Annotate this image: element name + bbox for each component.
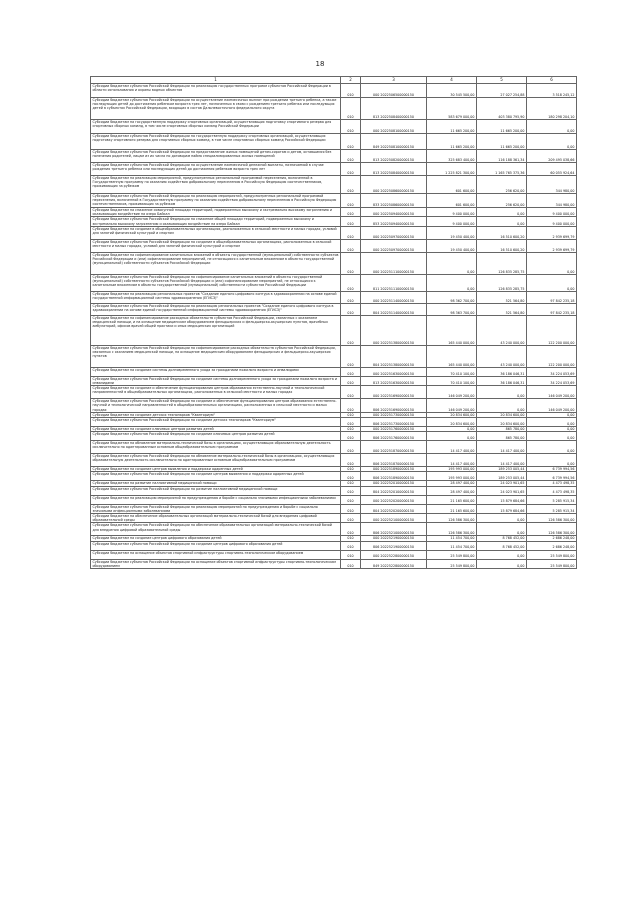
row-executed-amount: 15 879 684,66 [477,504,527,513]
row-budget-code: 000 2022516300000150 [361,367,427,376]
row-budget-code: 813 2022508400000150 [361,163,427,176]
row-budget-code: 806 2022517300000150 [361,418,427,427]
row-executed-amount: 865 780,00 [477,432,527,441]
row-line-code: 010 [341,523,361,536]
row-description: Субсидии бюджетам субъектов Российской Федерации на государственную поддержку спортивных организаций, осуществляющих подготовку спортивного резерва для спортивных сборных команд, в том числе спортивных сборных команд Российской Федерации [91,134,341,150]
row-approved-amount: 25 549 800,00 [427,559,477,568]
row-approved-amount: 11 665 200,00 [427,134,477,150]
row-unexecuted-amount: 122 200 000,00 [527,315,577,345]
row-unexecuted-amount: 5 285 915,34 [527,495,577,504]
row-approved-amount: 11 665 200,00 [427,120,477,134]
header-cell-2: 2 [341,77,361,84]
table-row [91,303,577,315]
row-executed-amount: 14 417 400,00 [477,441,527,454]
row-description: Субсидии бюджетам на создание в общеобразовательных организациях, расположенных в сельской местности и малых городах, условий для занятий физической культурой и спортом [91,226,341,239]
table-row [91,239,577,252]
table-row [91,134,577,150]
table-row [91,252,577,274]
row-executed-amount: 24 023 901,65 [477,481,527,486]
row-executed-amount: 521 564,80 [477,303,527,315]
row-description: Субсидии бюджетам субъектов Российской Федерации на осуществление ежемесячной денежной выплаты, назначаемой в случае рождения третьего ребенка или последующих детей до достижения ребенком возраста трех лет [91,163,341,176]
row-budget-code: 000 2022509700000150 [361,239,427,252]
row-line-code: 010 [341,134,361,150]
row-approved-amount: 601 600,00 [427,176,477,194]
row-budget-code: 804 2022520200000150 [361,504,427,513]
budget-table [90,76,577,569]
table-row [91,472,577,481]
table-row [91,441,577,454]
row-budget-code: 000 2022509700000150 [361,226,427,239]
row-budget-code: 000 2022509400000150 [361,208,427,217]
row-line-code: 010 [341,386,361,399]
row-unexecuted-amount: 4 473 498,35 [527,481,577,486]
row-approved-amount: 165 440 000,00 [427,345,477,367]
row-description: Субсидии бюджетам на обеспечение образовательных организаций материально-технической базой для внедрения цифровой образовательной среды [91,514,341,523]
row-budget-code: 813 2022508400000150 [361,98,427,120]
table-body [91,77,577,569]
row-line-code: 010 [341,84,361,98]
table-header-row [91,77,577,84]
row-description: Субсидии бюджетам субъектов Российской Федерации на реализацию мероприятий по предупреждению и борьбе с социально значимыми инфекционными заболеваниями [91,504,341,513]
row-approved-amount: 9 400 000,00 [427,217,477,226]
row-line-code: 010 [341,418,361,427]
row-budget-code: 806 2022516900000150 [361,399,427,413]
table-row [91,291,577,303]
row-executed-amount: 403 380 795,90 [477,98,527,120]
row-line-code: 010 [341,536,361,541]
row-description: Субсидии бюджетам на государственную поддержку спортивных организаций, осуществляющих подготовку спортивного резерва для спортивных сборных команд, в том числе спортивных сборных команд Российской Федерации [91,120,341,134]
row-approved-amount: 583 679 000,00 [427,98,477,120]
row-unexecuted-amount: 126 586 300,00 [527,523,577,536]
table-row [91,163,577,176]
row-approved-amount: 19 450 400,00 [427,239,477,252]
row-approved-amount: 0,00 [427,252,477,274]
row-budget-code: 000 2022518900000150 [361,467,427,472]
row-budget-code: 000 2022521000000150 [361,514,427,523]
row-description: Субсидии бюджетам субъектов Российской Федерации на реализацию государственных программ субъектов Российской Федерации в области использования и охраны водных объектов [91,84,341,98]
row-line-code: 010 [341,412,361,417]
row-line-code: 010 [341,376,361,385]
row-line-code: 010 [341,176,361,194]
table-row [91,315,577,345]
row-budget-code: 000 2022517600000150 [361,427,427,432]
row-description: Субсидии бюджетам субъектов Российской Федерации на создание системы долговременного ухода за гражданами пожилого возраста и инвалидами [91,376,341,385]
row-executed-amount: 0,00 [477,399,527,413]
row-line-code: 010 [341,481,361,486]
row-executed-amount: 16 510 600,20 [477,226,527,239]
table-row [91,454,577,467]
header-cell-6: 6 [527,77,577,84]
row-approved-amount: 195 993 000,00 [427,472,477,481]
row-line-code: 010 [341,514,361,523]
row-executed-amount: 0,00 [477,550,527,559]
row-unexecuted-amount: 0,00 [527,441,577,454]
row-line-code: 010 [341,495,361,504]
row-approved-amount: 11 454 700,00 [427,536,477,541]
row-unexecuted-amount: 34 224 053,69 [527,376,577,385]
row-line-code: 010 [341,472,361,481]
row-line-code: 010 [341,399,361,413]
table-row [91,495,577,504]
row-unexecuted-amount: 0,00 [527,454,577,467]
row-executed-amount: 865 780,00 [477,427,527,432]
row-unexecuted-amount: 25 549 800,00 [527,559,577,568]
row-approved-amount: 20 834 600,00 [427,418,477,427]
row-unexecuted-amount: 2 939 699,79 [527,226,577,239]
row-description: Субсидии бюджетам субъектов Российской Федерации на реализацию мероприятий, предусмотренных региональной программой переселения, включенной в Государственную программу по оказанию содействия добровольному переселению в Российскую Федерацию соотечественников, проживающих за рубежом [91,194,341,208]
header-cell-5: 5 [477,77,527,84]
row-description: Субсидии бюджетам на создание системы долговременного ухода за гражданами пожилого возраста и инвалидами [91,367,341,376]
row-executed-amount: 36 186 046,31 [477,367,527,376]
table-row [91,226,577,239]
row-line-code: 010 [341,486,361,495]
row-unexecuted-amount: 60 055 924,64 [527,163,577,176]
row-description: Субсидии бюджетам на создание детских технопарков "Кванториум" [91,412,341,417]
row-description: Субсидии бюджетам на обновление материально-технической базы в организациях, осуществляющих образовательную деятельность исключительно по адаптированным основным общеобразовательным программам [91,441,341,454]
row-approved-amount: 601 600,00 [427,194,477,208]
header-cell-4: 4 [427,77,477,84]
row-executed-amount: 14 417 400,00 [477,454,527,467]
row-executed-amount: 20 834 600,00 [477,418,527,427]
row-approved-amount: 19 450 400,00 [427,226,477,239]
row-description: Субсидии бюджетам на реализацию региональных проектов "Создание единого цифрового контура в здравоохранении на основе единой государственной информационной системы здравоохранения (ЕГИСЗ)" [91,291,341,303]
row-budget-code: 000 2022508100000150 [361,120,427,134]
header-cell-1: 1 [91,77,341,84]
row-unexecuted-amount: 97 842 235,18 [527,303,577,315]
row-approved-amount: 21 165 600,00 [427,504,477,513]
row-description: Субсидии бюджетам на создание и обеспечение функционирования центров образования естественно-научной и технологической направленностей в общеобразовательных организациях, расположенных в сельской местности и малых городах [91,386,341,399]
row-description: Субсидии бюджетам на снижение совокупной площади территорий, подверженных высокому и экстремально высокому загрязнению и оказывающих воздействие на озеро Байкал [91,208,341,217]
table-row [91,399,577,413]
row-budget-code: 804 2022511400000150 [361,303,427,315]
row-description: Субсидии бюджетам субъектов Российской Федерации на создание ключевых центров развития детей [91,432,341,441]
row-executed-amount: 43 240 000,00 [477,315,527,345]
table-row [91,98,577,120]
row-budget-code: 000 2022506500000150 [361,84,427,98]
row-approved-amount: 0,00 [427,274,477,291]
row-approved-amount: 30 545 500,00 [427,84,477,98]
row-budget-code: 811 2022511100000150 [361,274,427,291]
row-executed-amount: 8 768 452,00 [477,541,527,550]
row-line-code: 010 [341,98,361,120]
row-line-code: 010 [341,315,361,345]
row-line-code: 010 [341,559,361,568]
row-budget-code: 853 2022509400000150 [361,217,427,226]
table-row [91,418,577,427]
row-description: Субсидии бюджетам субъектов Российской Федерации на обеспечение образовательных организаций материально-технической базой для внедрения цифровой образовательной среды [91,523,341,536]
row-unexecuted-amount: 2 686 248,00 [527,541,577,550]
row-approved-amount: 28 497 400,00 [427,486,477,495]
row-approved-amount: 98 362 700,00 [427,291,477,303]
row-unexecuted-amount: 180 298 204,10 [527,98,577,120]
row-line-code: 010 [341,541,361,550]
row-approved-amount: 325 683 400,00 [427,150,477,163]
row-unexecuted-amount: 97 842 235,18 [527,291,577,303]
row-line-code: 010 [341,432,361,441]
row-unexecuted-amount: 146 049 200,00 [527,399,577,413]
row-budget-code: 806 2022521900000150 [361,541,427,550]
row-budget-code: 804 2022520100000150 [361,486,427,495]
row-executed-amount: 24 023 901,65 [477,486,527,495]
row-unexecuted-amount: 146 049 200,00 [527,386,577,399]
row-budget-code: 000 2022511400000150 [361,291,427,303]
row-description: Субсидии бюджетам субъектов Российской Федерации на осуществление ежемесячных выплат при рождении третьего ребенка, а также последующих детей до достижения ребенком возраста трех лет, назначенных в связи с рождением третьего ребенка или последующих детей в субъектах Российской Федерации, входящих в состав Дальневосточного федерального округа [91,98,341,120]
row-budget-code: 000 2022513800000150 [361,315,427,345]
row-line-code: 010 [341,367,361,376]
row-executed-amount: 16 510 600,20 [477,239,527,252]
row-unexecuted-amount: 9 400 000,00 [527,217,577,226]
table-row [91,514,577,523]
row-description: Субсидии бюджетам субъектов Российской Федерации на создание в общеобразовательных организациях, расположенных в сельской местности и малых городах, условий для занятий физической культурой и спортом [91,239,341,252]
table-row [91,523,577,536]
row-executed-amount: 43 240 000,00 [477,345,527,367]
row-line-code: 010 [341,345,361,367]
row-unexecuted-amount: 0,00 [527,274,577,291]
row-description: Субсидии бюджетам на реализацию мероприятий, предусмотренных региональной программой переселения, включенной в Государственную программу по оказанию содействия добровольному переселению в Российскую Федерацию соотечественников, проживающих за рубежом [91,176,341,194]
row-budget-code: 806 2022521000000150 [361,523,427,536]
row-budget-code: 806 2022518900000150 [361,472,427,481]
row-unexecuted-amount: 25 549 800,00 [527,550,577,559]
row-line-code: 010 [341,291,361,303]
row-description: Субсидии бюджетам субъектов Российской Федерации на оснащение объектов спортивной инфраструктуры спортивно-технологическим оборудованием [91,559,341,568]
row-approved-amount: 195 993 000,00 [427,467,477,472]
row-executed-amount: 521 564,80 [477,291,527,303]
row-executed-amount: 27 027 254,88 [477,84,527,98]
row-approved-amount: 126 586 300,00 [427,523,477,536]
table-row [91,150,577,163]
row-executed-amount: 0,00 [477,514,527,523]
row-executed-amount: 256 620,00 [477,194,527,208]
row-executed-amount: 126 835 285,75 [477,252,527,274]
row-budget-code: 000 2022518700000150 [361,441,427,454]
row-budget-code: 000 2022520100000150 [361,481,427,486]
row-budget-code: 849 2022508100000150 [361,134,427,150]
row-description: Субсидии бюджетам на развитие паллиативной медицинской помощи [91,481,341,486]
row-budget-code: 000 2022508600000150 [361,176,427,194]
row-approved-amount: 0,00 [427,432,477,441]
row-unexecuted-amount: 0,00 [527,412,577,417]
row-budget-code: 833 2022508600000150 [361,194,427,208]
row-approved-amount: 70 410 100,00 [427,376,477,385]
table-row [91,345,577,367]
row-unexecuted-amount: 344 980,00 [527,176,577,194]
header-cell-3: 3 [361,77,427,84]
row-approved-amount: 1 225 821 300,00 [427,163,477,176]
table-row [91,120,577,134]
row-budget-code: 000 2022520200000150 [361,495,427,504]
row-line-code: 010 [341,550,361,559]
row-approved-amount: 25 549 800,00 [427,550,477,559]
row-description: Субсидии бюджетам субъектов Российской Федерации на снижение общей площади территорий, подверженных высокому и экстремально высокому загрязнению и оказывающих воздействие на озеро Байкал [91,217,341,226]
table-row [91,504,577,513]
row-unexecuted-amount: 344 980,00 [527,194,577,208]
row-budget-code: 000 2022522800000150 [361,550,427,559]
row-description: Субсидии бюджетам субъектов Российской Федерации на софинансирование расходных обязательств субъектов Российской Федерации, связанных с оказанием медицинской помощи, на оснащение медицинским оборудованием фельдшерских и фельдшерско-акушерских пунктов [91,345,341,367]
row-approved-amount: 21 165 600,00 [427,495,477,504]
row-budget-code: 813 2022508200000150 [361,150,427,163]
row-executed-amount: 20 834 600,00 [477,412,527,417]
table-row [91,194,577,208]
row-executed-amount: 11 665 200,00 [477,134,527,150]
row-line-code: 010 [341,441,361,454]
row-budget-code: 806 2022517600000150 [361,432,427,441]
row-unexecuted-amount: 4 473 498,35 [527,486,577,495]
table-row [91,550,577,559]
table-row [91,486,577,495]
row-executed-amount: 0,00 [477,386,527,399]
row-line-code: 010 [341,163,361,176]
row-line-code: 010 [341,150,361,163]
row-description: Субсидии бюджетам на реализацию мероприятий по предупреждению и борьбе с социально значимыми инфекционными заболеваниями [91,495,341,504]
row-approved-amount: 165 440 000,00 [427,315,477,345]
table-row [91,84,577,98]
row-executed-amount: 256 620,00 [477,176,527,194]
row-description: Субсидии бюджетам субъектов Российской Федерации на предоставление жилых помещений детям-сиротам и детям, оставшимся без попечения родителей, лицам из их числа по договорам найма специализированных жилых помещений [91,150,341,163]
row-description: Субсидии бюджетам на создание центров цифрового образования детей [91,536,341,541]
row-approved-amount: 98 363 700,00 [427,303,477,315]
table-row [91,176,577,194]
row-description: Субсидии бюджетам субъектов Российской Федерации на создание центров выявления и поддержки одаренных детей [91,472,341,481]
row-budget-code: 806 2022518700000150 [361,454,427,467]
row-approved-amount: 0,00 [427,427,477,432]
row-unexecuted-amount: 0,00 [527,252,577,274]
row-unexecuted-amount: 6 739 994,56 [527,467,577,472]
row-line-code: 010 [341,303,361,315]
row-executed-amount: 116 188 361,34 [477,150,527,163]
table-row [91,559,577,568]
row-executed-amount: 0,00 [477,217,527,226]
row-executed-amount: 189 253 005,44 [477,467,527,472]
table-row [91,367,577,376]
row-budget-code: 000 2022511100000150 [361,252,427,274]
table-row [91,274,577,291]
row-approved-amount: 20 834 600,00 [427,412,477,417]
row-budget-code: 813 2022516300000150 [361,376,427,385]
row-unexecuted-amount: 0,00 [527,427,577,432]
table-row [91,541,577,550]
row-budget-code: 849 2022522800000150 [361,559,427,568]
row-description: Субсидии бюджетам субъектов Российской Федерации на реализацию региональных проектов "Создание единого цифрового контура в здравоохранении на основе единой государственной информационной системы здравоохранения (ЕГИСЗ)" [91,303,341,315]
row-description: Субсидии бюджетам на создание ключевых центров развития детей [91,427,341,432]
row-approved-amount: 146 049 200,00 [427,399,477,413]
table-row [91,386,577,399]
row-unexecuted-amount: 0,00 [527,120,577,134]
row-description: Субсидии бюджетам на софинансирование капитальных вложений в объекты государственной (муниципальной) собственности субъектов Российской Федерации и (или) софинансирование мероприятий, не относящихся к капитальным вложениям в объекты государственной (муниципальной) собственности субъектов Российской Федерации [91,252,341,274]
row-budget-code: 000 2022517300000150 [361,412,427,417]
row-line-code: 010 [341,226,361,239]
row-unexecuted-amount: 6 739 994,56 [527,472,577,481]
row-executed-amount: 36 186 046,31 [477,376,527,385]
row-executed-amount: 0,00 [477,559,527,568]
row-approved-amount: 70 410 100,00 [427,367,477,376]
row-executed-amount: 1 165 765 375,36 [477,163,527,176]
row-line-code: 010 [341,208,361,217]
row-description: Субсидии бюджетам на оснащение объектов спортивной инфраструктуры спортивно-технологическим оборудованием [91,550,341,559]
row-executed-amount: 126 835 285,75 [477,274,527,291]
row-approved-amount: 126 586 300,00 [427,514,477,523]
row-executed-amount: 0,00 [477,208,527,217]
row-description: Субсидии бюджетам субъектов Российской Федерации на создание детских технопарков "Кванториум" [91,418,341,427]
row-approved-amount: 14 417 400,00 [427,441,477,454]
row-budget-code: 804 2022513800000150 [361,345,427,367]
row-executed-amount: 15 879 684,66 [477,495,527,504]
row-approved-amount: 9 400 000,00 [427,208,477,217]
row-unexecuted-amount: 126 586 300,00 [527,514,577,523]
row-unexecuted-amount: 9 400 000,00 [527,208,577,217]
row-unexecuted-amount: 2 939 699,79 [527,239,577,252]
row-line-code: 010 [341,427,361,432]
row-unexecuted-amount: 5 285 915,34 [527,504,577,513]
row-unexecuted-amount: 2 686 248,00 [527,536,577,541]
row-description: Субсидии бюджетам субъектов Российской Федерации на софинансирование капитальных вложений в объекты государственной (муниципальной) собственности субъектов Российской Федерации и (или) софинансирование мероприятий, не относящихся к капитальным вложениям в объекты государственной (муниципальной) собственности субъектов Российской Федерации [91,274,341,291]
row-line-code: 010 [341,467,361,472]
row-line-code: 010 [341,454,361,467]
row-executed-amount: 0,00 [477,523,527,536]
row-description: Субсидии бюджетам на создание центров выявления и поддержки одаренных детей [91,467,341,472]
row-line-code: 010 [341,274,361,291]
table-row [91,432,577,441]
table-row [91,208,577,217]
row-executed-amount: 8 768 452,00 [477,536,527,541]
row-unexecuted-amount: 209 495 038,66 [527,150,577,163]
row-executed-amount: 189 253 005,44 [477,472,527,481]
table-row [91,217,577,226]
row-description: Субсидии бюджетам субъектов Российской Федерации на обновление материально-технической базы в организациях, осуществляющих образовательную деятельность исключительно по адаптированным основным общеобразовательным программам [91,454,341,467]
table-row [91,376,577,385]
row-unexecuted-amount: 34 224 053,69 [527,367,577,376]
row-line-code: 010 [341,239,361,252]
row-unexecuted-amount: 0,00 [527,432,577,441]
row-unexecuted-amount: 0,00 [527,134,577,150]
row-executed-amount: 11 665 200,00 [477,120,527,134]
row-description: Субсидии бюджетам субъектов Российской Федерации на создание центров цифрового образования детей [91,541,341,550]
row-line-code: 010 [341,504,361,513]
row-budget-code: 000 2022516900000150 [361,386,427,399]
row-approved-amount: 28 497 400,00 [427,481,477,486]
row-line-code: 010 [341,252,361,274]
row-description: Субсидии бюджетам на софинансирование расходных обязательств субъектов Российской Федерации, связанных с оказанием медицинской помощи, и на оснащение медицинским оборудованием фельдшерских и фельдшерско-акушерских пунктов, врачебных амбулаторий, офисов врачей общей практики и иных медицинских организаций [91,315,341,345]
row-approved-amount: 11 454 700,00 [427,541,477,550]
row-unexecuted-amount: 3 518 245,12 [527,84,577,98]
row-unexecuted-amount: 0,00 [527,418,577,427]
row-description: Субсидии бюджетам субъектов Российской Федерации на создание и обеспечение функционирования центров образования естественно-научной и технологической направленностей в общеобразовательных организациях, расположенных в сельской местности и малых городах [91,399,341,413]
row-unexecuted-amount: 122 200 000,00 [527,345,577,367]
row-approved-amount: 14 417 400,00 [427,454,477,467]
row-line-code: 010 [341,194,361,208]
page-number: 18 [315,60,325,68]
row-budget-code: 000 2022521900000150 [361,536,427,541]
row-line-code: 010 [341,120,361,134]
row-description: Субсидии бюджетам субъектов Российской Федерации на развитие паллиативной медицинской помощи [91,486,341,495]
row-approved-amount: 146 049 200,00 [427,386,477,399]
row-line-code: 010 [341,217,361,226]
